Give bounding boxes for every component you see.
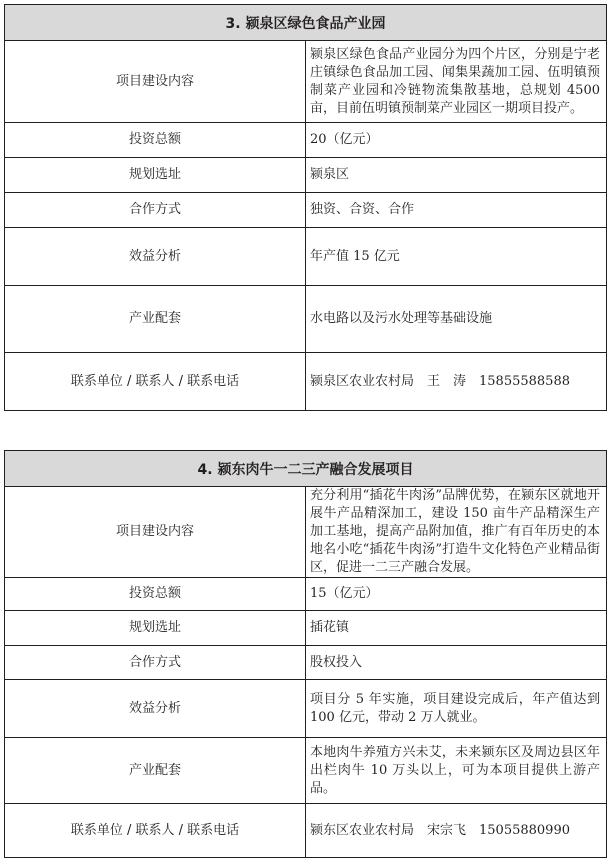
- row-value: 年产值 15 亿元: [306, 228, 607, 286]
- table-row: [5, 804, 607, 858]
- row-value: 插花镇: [306, 611, 607, 646]
- row-label: 产业配套: [5, 738, 306, 804]
- row-label: 产业配套: [5, 286, 306, 353]
- row-value: 颍泉区: [306, 158, 607, 193]
- row-label: 投资总额: [5, 578, 306, 611]
- row-label: 合作方式: [5, 646, 306, 680]
- row-label: 规划选址: [5, 158, 306, 193]
- table-row: [5, 353, 607, 411]
- project-title: 4. 颍东肉牛一二三产融合发展项目: [5, 451, 607, 487]
- row-value: 颍泉区绿色食品产业园分为四个片区，分别是宁老庄镇绿色食品加工园、闻集果蔬加工园、伍明镇预制菜产业园和冷链物流集散基地，总规划 4500亩，目前伍明镇预制菜产业园区一期项目投产。: [306, 41, 607, 123]
- table-row: [5, 611, 607, 646]
- table-row: [5, 680, 607, 738]
- project-header: [5, 5, 607, 41]
- row-label: 项目建设内容: [5, 487, 306, 578]
- table-row: [5, 738, 607, 804]
- project-title: 3. 颍泉区绿色食品产业园: [5, 5, 607, 41]
- row-value: 独资、合资、合作: [306, 193, 607, 228]
- row-value: 充分利用“插花牛肉汤”品牌优势，在颍东区就地开展牛产品精深加工，建设 150 亩牛产品精深生产加工基地，提高产品附加值，推广有百年历史的本地名小吃“插花牛肉汤”打造牛文化特色产业精品街区，促进一二三产融合发展。: [306, 487, 607, 578]
- row-label: 规划选址: [5, 611, 306, 646]
- project-table-3: [4, 4, 607, 411]
- row-label: 效益分析: [5, 228, 306, 286]
- row-value: 颍东区农业农村局 宋宗飞 15055880990: [306, 804, 607, 858]
- table-row: [5, 123, 607, 158]
- row-value: 股权投入: [306, 646, 607, 680]
- project-table-4: [4, 450, 607, 858]
- table-row: [5, 228, 607, 286]
- table-row: [5, 193, 607, 228]
- row-value: 项目分 5 年实施，项目建设完成后，年产值达到 100 亿元，带动 2 万人就业。: [306, 680, 607, 738]
- table-row: [5, 158, 607, 193]
- row-label: 投资总额: [5, 123, 306, 158]
- row-value: 水电路以及污水处理等基础设施: [306, 286, 607, 353]
- table-row: [5, 41, 607, 123]
- table-row: [5, 646, 607, 680]
- project-header: [5, 451, 607, 487]
- row-label: 合作方式: [5, 193, 306, 228]
- row-value: 颍泉区农业农村局 王 涛 15855588588: [306, 353, 607, 411]
- table-row: [5, 286, 607, 353]
- row-label: 联系单位 / 联系人 / 联系电话: [5, 353, 306, 411]
- row-label: 效益分析: [5, 680, 306, 738]
- table-row: [5, 578, 607, 611]
- row-label: 联系单位 / 联系人 / 联系电话: [5, 804, 306, 858]
- row-label: 项目建设内容: [5, 41, 306, 123]
- row-value: 15（亿元）: [306, 578, 607, 611]
- table-row: [5, 487, 607, 578]
- row-value: 20（亿元）: [306, 123, 607, 158]
- row-value: 本地肉牛养殖方兴未艾，未来颍东区及周边县区年出栏肉牛 10 万头以上，可为本项目提供上游产品。: [306, 738, 607, 804]
